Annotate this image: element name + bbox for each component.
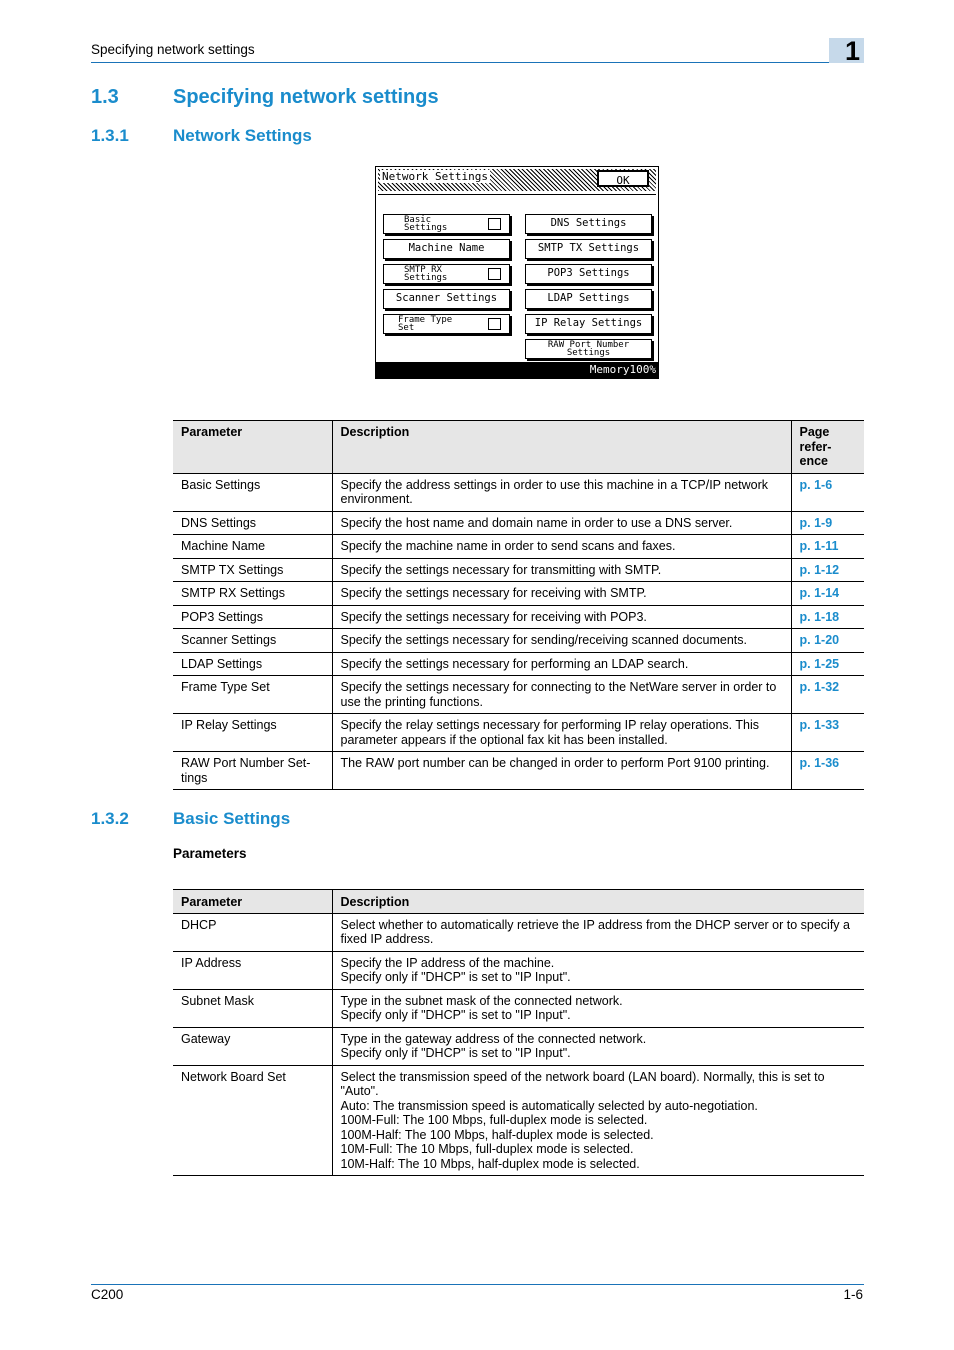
ok-button: OK (597, 170, 649, 187)
table-row (173, 1065, 864, 1176)
description-cell: The RAW port number can be changed in order to perform Port 9100 printing. (332, 752, 791, 790)
parameter-cell: IP Relay Settings (173, 714, 332, 752)
screen-button-ip-relay-settings: IP Relay Settings (525, 314, 652, 334)
running-header: Specifying network settings (91, 42, 255, 57)
screen-button-basic-settings: Basic Settings (383, 214, 510, 234)
table-row (173, 511, 864, 535)
parameter-cell: RAW Port Number Set- tings (173, 752, 332, 790)
page-reference-link[interactable]: p. 1-33 (791, 714, 864, 752)
parameter-cell: SMTP RX Settings (173, 582, 332, 606)
page-reference-link[interactable]: p. 1-12 (791, 558, 864, 582)
screen-button-frame-type-set: Frame Type Set (383, 314, 510, 334)
page-reference-link[interactable]: p. 1-11 (791, 535, 864, 559)
parameter-cell: Machine Name (173, 535, 332, 559)
subsection-number: 1.3.1 (91, 126, 129, 145)
table-row (173, 473, 864, 511)
sub-menu-icon (488, 268, 501, 280)
screen-button-machine-name: Machine Name (383, 239, 510, 259)
description-cell: Specify the IP address of the machine. Specify only if "DHCP" is set to "IP Input". (332, 951, 864, 989)
description-cell: Specify the settings necessary for performing an LDAP search. (332, 652, 791, 676)
table-row (173, 629, 864, 653)
section-title: Specifying network settings (173, 86, 439, 108)
chapter-number: 1 (845, 36, 861, 66)
parameter-cell: Scanner Settings (173, 629, 332, 653)
subsection-title: Network Settings (173, 126, 312, 145)
page-reference-link[interactable]: p. 1-6 (791, 473, 864, 511)
table-row (173, 676, 864, 714)
description-cell: Specify the settings necessary for receiving with POP3. (332, 605, 791, 629)
description-cell: Specify the settings necessary for receiving with SMTP. (332, 582, 791, 606)
sub-menu-icon (488, 318, 501, 330)
table-row (173, 652, 864, 676)
network-settings-table (173, 420, 864, 790)
description-cell: Specify the settings necessary for transmitting with SMTP. (332, 558, 791, 582)
screen-button-dns-settings: DNS Settings (525, 214, 652, 234)
page-reference-link[interactable]: p. 1-32 (791, 676, 864, 714)
screen-button-smtp-rx-settings: SMTP RX Settings (383, 264, 510, 284)
section-number: 1.3 (91, 86, 119, 108)
page-reference-link[interactable]: p. 1-36 (791, 752, 864, 790)
column-header: Description (332, 890, 864, 914)
table-row (173, 989, 864, 1027)
table-header-row (173, 890, 864, 914)
page-reference-link[interactable]: p. 1-14 (791, 582, 864, 606)
description-cell: Select the transmission speed of the network board (LAN board). Normally, this is set to "Auto". Auto: The transmission speed is automatically selected by auto-negotiation. 100M-Full: The 100 Mbps, full-duplex mode is selected. 100M-Half: The 100 Mbps, half-duplex mode is selected. 10M-Full: The 10 Mbps, full-duplex mode is selected. 10M-Half: The 10 Mbps, half-duplex mode is selected. (332, 1065, 864, 1176)
screen-button-raw-port-settings: RAW Port Number Settings (525, 339, 652, 359)
page-reference-link[interactable]: p. 1-18 (791, 605, 864, 629)
description-cell: Specify the host name and domain name in order to use a DNS server. (332, 511, 791, 535)
screen-button-pop3-settings: POP3 Settings (525, 264, 652, 284)
sub-menu-icon (488, 218, 501, 230)
screen-button-ldap-settings: LDAP Settings (525, 289, 652, 309)
table-row (173, 913, 864, 951)
parameter-cell: Gateway (173, 1027, 332, 1065)
table-row (173, 535, 864, 559)
screen-status-bar: Memory100% (376, 362, 658, 378)
table-row (173, 951, 864, 989)
parameter-cell: POP3 Settings (173, 605, 332, 629)
parameter-cell: DNS Settings (173, 511, 332, 535)
table-row (173, 1027, 864, 1065)
subsection-number: 1.3.2 (91, 809, 129, 828)
network-settings-screen (375, 166, 659, 379)
description-cell: Type in the subnet mask of the connected network. Specify only if "DHCP" is set to "IP Input". (332, 989, 864, 1027)
column-header: Parameter (173, 421, 332, 474)
table-header-row (173, 421, 864, 474)
description-cell: Select whether to automatically retrieve the IP address from the DHCP server or to specify a fixed IP address. (332, 913, 864, 951)
header-rule (91, 62, 864, 63)
screen-button-scanner-settings: Scanner Settings (383, 289, 510, 309)
subsection-title: Basic Settings (173, 809, 291, 828)
description-cell: Type in the gateway address of the connected network. Specify only if "DHCP" is set to "IP Input". (332, 1027, 864, 1065)
description-cell: Specify the settings necessary for connecting to the NetWare server in order to use the printing functions. (332, 676, 791, 714)
screen-title: Network Settings (382, 170, 488, 183)
page-reference-link[interactable]: p. 1-9 (791, 511, 864, 535)
table-row (173, 605, 864, 629)
table-row (173, 714, 864, 752)
parameters-heading: Parameters (173, 846, 247, 861)
page-reference-link[interactable]: p. 1-25 (791, 652, 864, 676)
parameter-cell: DHCP (173, 913, 332, 951)
parameter-cell: Subnet Mask (173, 989, 332, 1027)
parameter-cell: LDAP Settings (173, 652, 332, 676)
description-cell: Specify the machine name in order to send scans and faxes. (332, 535, 791, 559)
footer-model: C200 (91, 1287, 124, 1302)
screen-button-smtp-tx-settings: SMTP TX Settings (525, 239, 652, 259)
footer-page-number: 1-6 (843, 1287, 863, 1302)
table-row (173, 582, 864, 606)
parameter-cell: IP Address (173, 951, 332, 989)
parameter-cell: Frame Type Set (173, 676, 332, 714)
table-row (173, 752, 864, 790)
description-cell: Specify the relay settings necessary for performing IP relay operations. This parameter appears if the optional fax kit has been installed. (332, 714, 791, 752)
description-cell: Specify the address settings in order to use this machine in a TCP/IP network environment. (332, 473, 791, 511)
parameter-cell: SMTP TX Settings (173, 558, 332, 582)
parameter-cell: Network Board Set (173, 1065, 332, 1176)
basic-settings-table (173, 889, 864, 1176)
column-header: Parameter (173, 890, 332, 914)
table-row (173, 558, 864, 582)
column-header: Description (332, 421, 791, 474)
description-cell: Specify the settings necessary for sending/receiving scanned documents. (332, 629, 791, 653)
parameter-cell: Basic Settings (173, 473, 332, 511)
footer-rule (91, 1284, 864, 1285)
page-reference-link[interactable]: p. 1-20 (791, 629, 864, 653)
column-header: Page refer- ence (791, 421, 864, 474)
